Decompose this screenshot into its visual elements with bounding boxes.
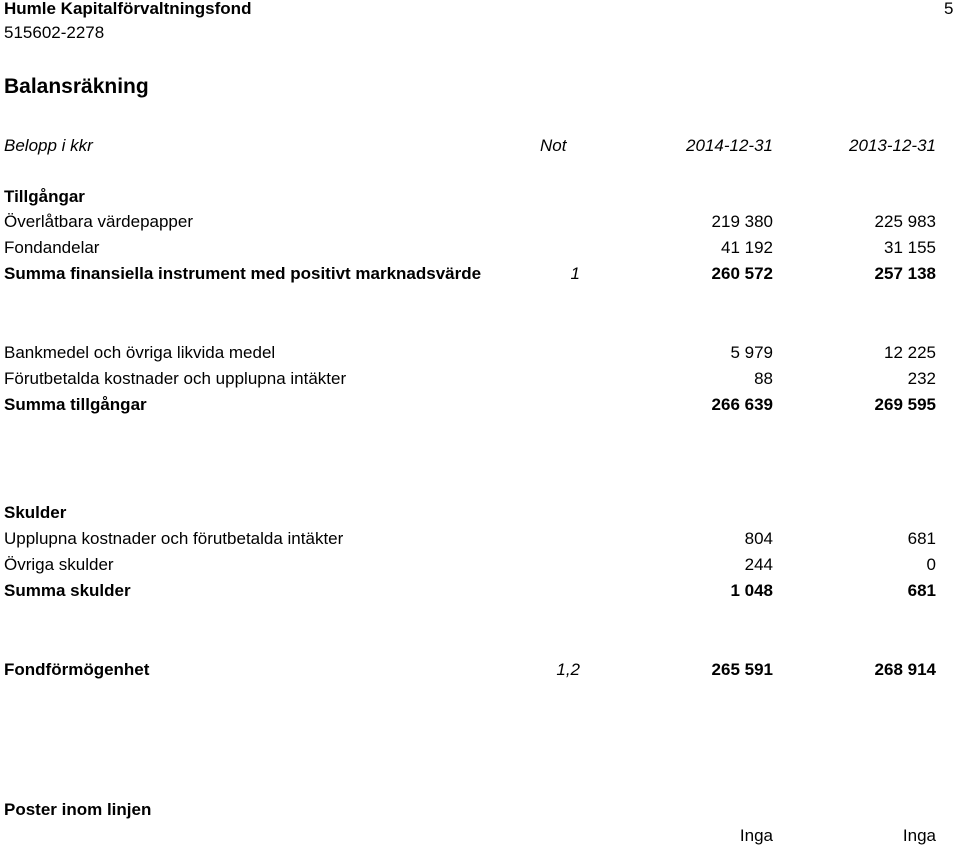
- row-label: Summa tillgångar: [4, 395, 147, 414]
- value-2014: 265 591: [711, 660, 773, 679]
- table-row: [0, 529, 960, 553]
- note-ref: 1,2: [556, 660, 580, 679]
- table-row: [0, 212, 960, 236]
- table-row-total: [0, 395, 960, 419]
- row-label: Skulder: [4, 503, 67, 522]
- value-2013: 31 155: [884, 238, 936, 257]
- column-header-2013: 2013-12-31: [849, 136, 936, 155]
- table-row: [0, 238, 960, 262]
- row-label: Summa finansiella instrument med positivt marknadsvärde: [4, 264, 482, 283]
- fund-name: Humle Kapitalförvaltningsfond: [4, 0, 252, 18]
- value-2013: Inga: [902, 826, 936, 845]
- org-number: 515602-2278: [4, 23, 105, 42]
- row-label: Övriga skulder: [4, 555, 114, 574]
- note-ref: 1: [570, 264, 580, 283]
- table-row-total: [0, 581, 960, 605]
- value-2013: 257 138: [874, 264, 936, 283]
- value-2013: 232: [907, 369, 936, 388]
- row-label: Överlåtbara värdepapper: [4, 212, 194, 231]
- value-2013: 225 983: [874, 212, 936, 231]
- table-row-fund-capital: [0, 660, 960, 684]
- value-2014: 88: [754, 369, 773, 388]
- row-label: Poster inom linjen: [4, 800, 152, 819]
- value-2014: 260 572: [711, 264, 773, 283]
- value-2013: 269 595: [874, 395, 936, 414]
- value-2013: 12 225: [884, 343, 936, 362]
- value-2013: 268 914: [874, 660, 936, 679]
- table-row-subtotal: [0, 264, 960, 288]
- value-2013: 681: [907, 581, 936, 600]
- value-2013: 0: [926, 555, 936, 574]
- value-2014: Inga: [739, 826, 773, 845]
- section-heading-off-balance: [0, 800, 960, 824]
- section-heading-assets: [0, 187, 960, 211]
- column-header-2014: 2014-12-31: [686, 136, 773, 155]
- value-2014: 266 639: [711, 395, 773, 414]
- page-title: Balansräkning: [4, 75, 149, 98]
- row-label: Upplupna kostnader och förutbetalda intäkter: [4, 529, 344, 548]
- section-heading-liabilities: [0, 503, 960, 527]
- row-label: Fondförmögenhet: [4, 660, 150, 679]
- row-label: Bankmedel och övriga likvida medel: [4, 343, 276, 362]
- column-header-note: Not: [540, 136, 567, 155]
- value-2014: 219 380: [711, 212, 773, 231]
- page-number: 5: [944, 0, 954, 18]
- value-2013: 681: [907, 529, 936, 548]
- value-2014: 41 192: [721, 238, 773, 257]
- row-label: Förutbetalda kostnader och upplupna intäkter: [4, 369, 347, 388]
- column-header-label: Belopp i kkr: [4, 136, 93, 155]
- value-2014: 244: [744, 555, 773, 574]
- table-row: [0, 555, 960, 579]
- table-row: [0, 826, 960, 850]
- value-2014: 1 048: [730, 581, 773, 600]
- value-2014: 804: [744, 529, 773, 548]
- row-label: Tillgångar: [4, 187, 85, 206]
- table-row: [0, 343, 960, 367]
- value-2014: 5 979: [730, 343, 773, 362]
- table-row: [0, 369, 960, 393]
- row-label: Fondandelar: [4, 238, 100, 257]
- row-label: Summa skulder: [4, 581, 131, 600]
